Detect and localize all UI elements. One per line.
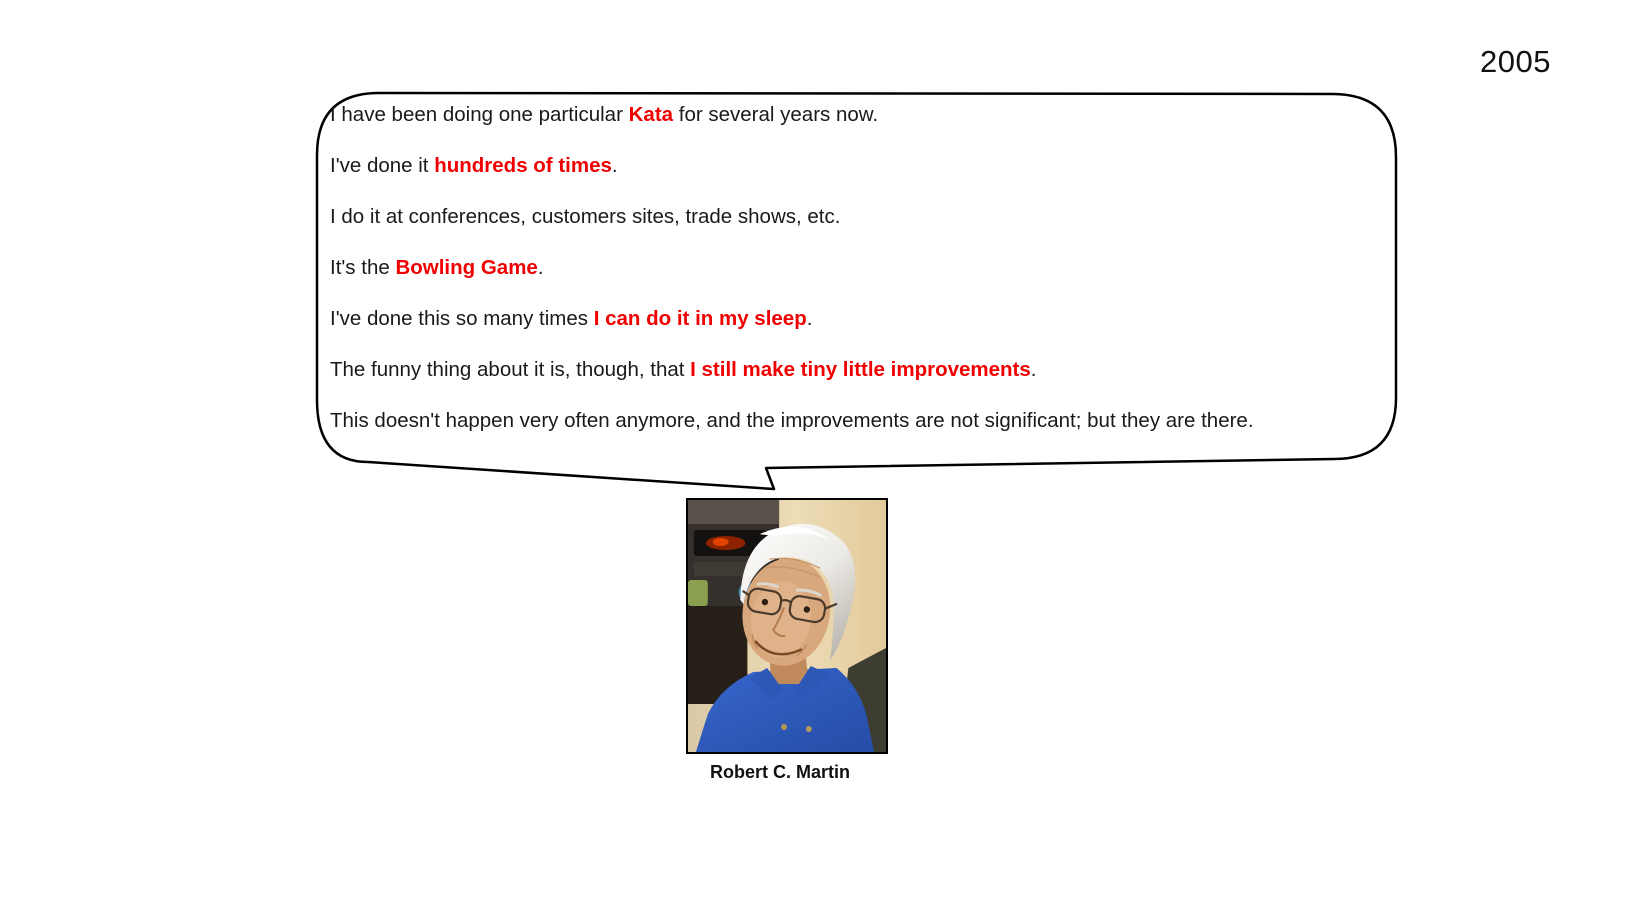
year-label: 2005 [1480, 44, 1551, 79]
quote-segment: for several years now. [673, 103, 879, 126]
quote-paragraph-5 [330, 306, 1350, 332]
quote-segment: I've done this so many times [330, 307, 594, 330]
portrait-illustration [688, 500, 886, 752]
quote-highlight: hundreds of times [434, 154, 612, 177]
quote-highlight: I can do it in my sleep [593, 307, 807, 330]
quote-segment: . [611, 154, 618, 177]
quote-highlight: Kata [628, 103, 674, 126]
quote-segment: . [537, 256, 544, 279]
quote-segment: It's the [330, 256, 396, 279]
quote-segment: . [806, 307, 813, 330]
portrait-photo [686, 498, 888, 754]
quote-segment: This doesn't happen very often anymore, and the improvements are not significant; but they are there. [330, 409, 1254, 432]
quote-paragraph-7 [330, 408, 1350, 434]
quote-paragraph-6 [330, 357, 1350, 383]
quote-paragraph-2 [330, 153, 1350, 179]
quote-segment: The funny thing about it is, though, that [330, 358, 691, 381]
quote-segment: I have been doing one particular [330, 103, 629, 126]
quote-segment: I do it at conferences, customers sites, trade shows, etc. [330, 205, 841, 228]
quote-segment: I've done it [330, 154, 435, 177]
quote-highlight: I still make tiny little improvements [690, 358, 1031, 381]
photo-caption: Robert C. Martin [709, 762, 850, 782]
quote-paragraph-3 [330, 204, 1350, 230]
quote-paragraph-4 [330, 255, 1350, 281]
quote-segment: . [1030, 358, 1037, 381]
quote-text [330, 102, 1350, 459]
quote-paragraph-1 [330, 102, 1350, 128]
quote-highlight: Bowling Game [395, 256, 538, 279]
